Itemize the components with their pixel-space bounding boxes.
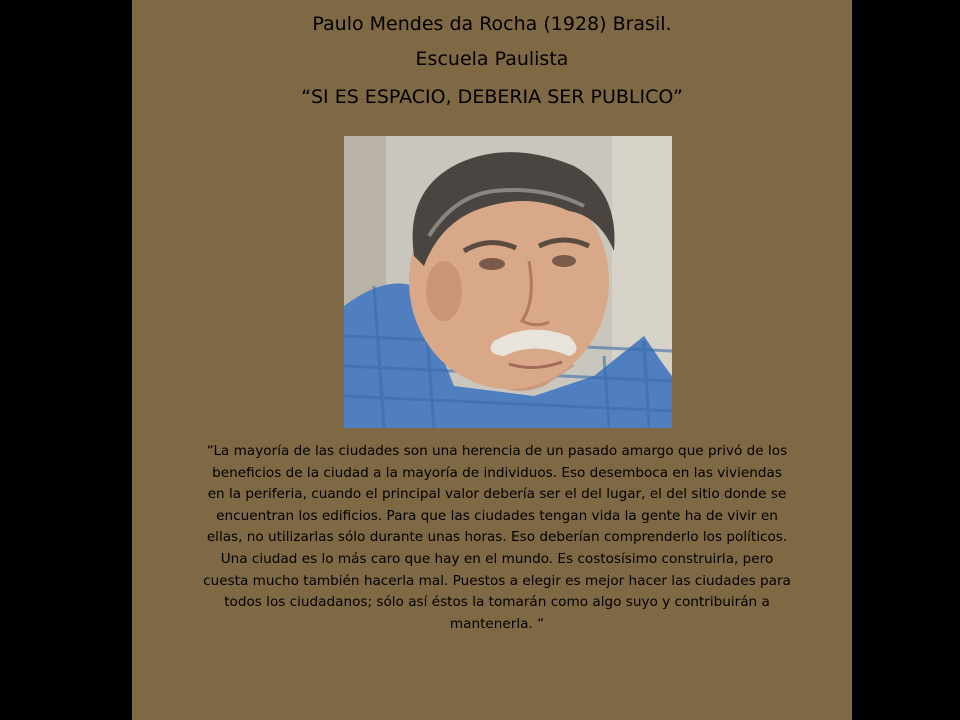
slide-subtitle: Escuela Paulista xyxy=(415,48,569,70)
portrait-photo xyxy=(344,136,672,428)
title-block xyxy=(132,10,852,111)
slide xyxy=(132,0,852,720)
quote-text: “La mayoría de las ciudades son una herencia de un pasado amargo que privó de los beneficios de la ciudad a la mayoría de individuos. Eso desemboca en las viviendas en la periferia, cuando el principal valor debería ser el del lugar, el del sitio donde se encuentran los edificios. Para que las ciudades tengan vida la gente ha de vivir en ellas, no utilizarlas sólo durante unas horas. Eso deberían comprenderlo los políticos. Una ciudad es lo más caro que hay en el mundo. Es costosísimo construirla, pero cuesta mucho también hacerla mal. Puestos a elegir es mejor hacer las ciudades para todos los ciudadanos; sólo así éstos la tomarán como algo suyo y contribuirán a mantenerla. “ xyxy=(203,443,791,632)
slide-title: Paulo Mendes da Rocha (1928) Brasil. xyxy=(312,13,672,35)
slide-motto: “SI ES ESPACIO, DEBERIA SER PUBLICO” xyxy=(301,86,683,108)
